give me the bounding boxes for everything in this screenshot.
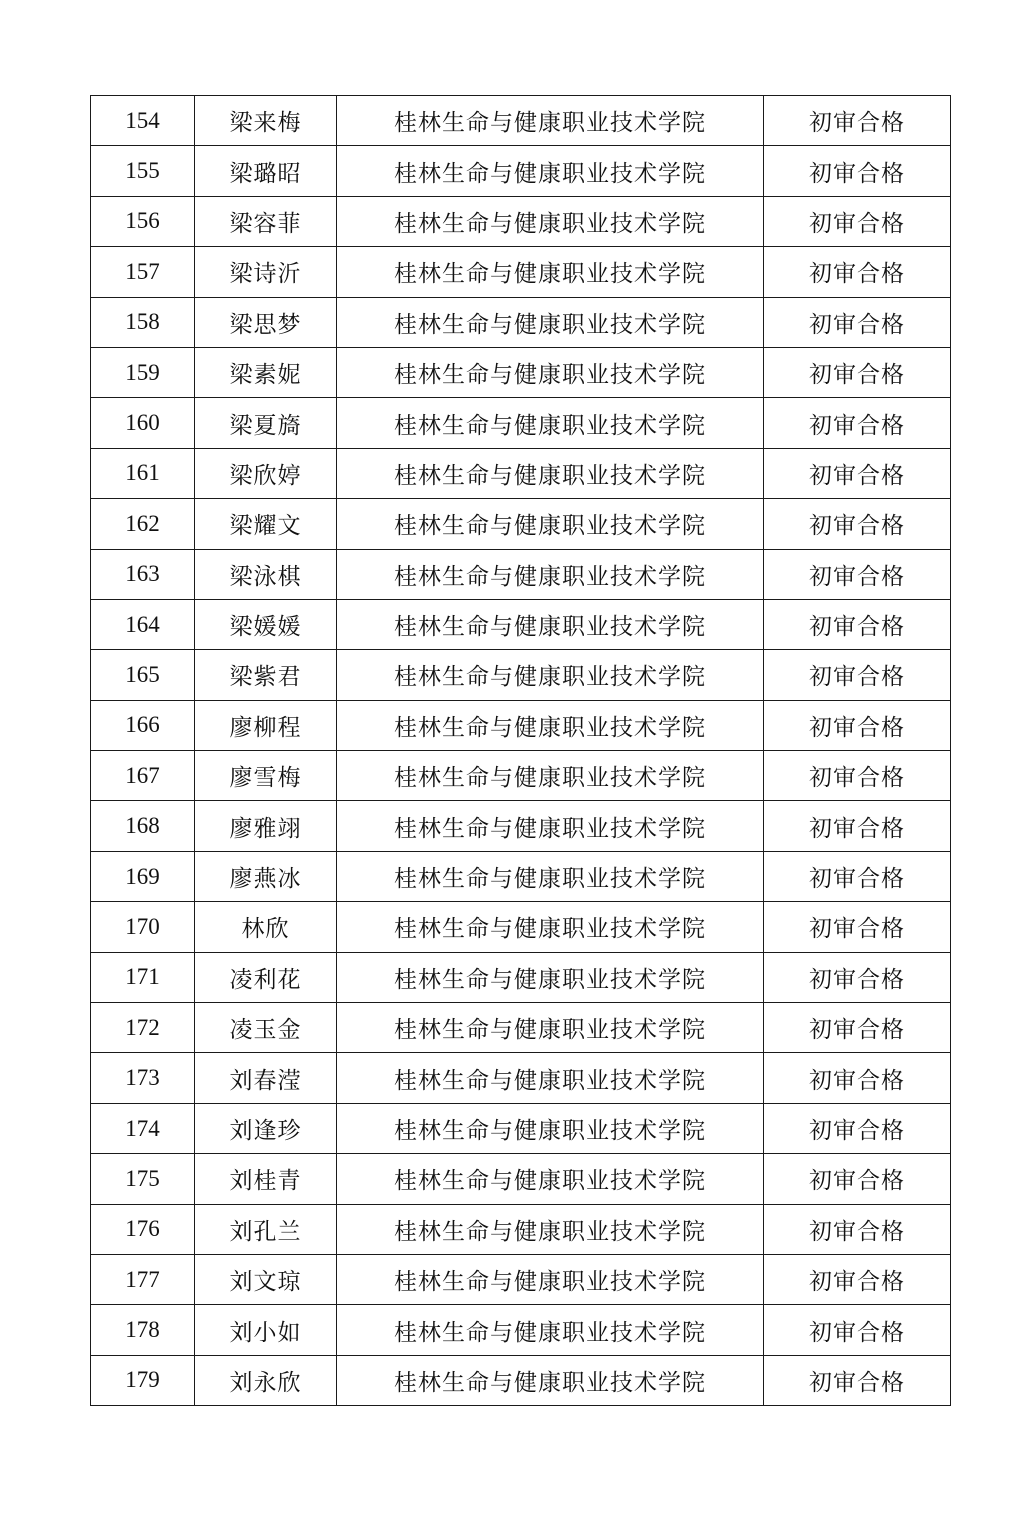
table-row — [91, 851, 951, 901]
cell-number: 157 — [91, 247, 195, 297]
cell-status: 初审合格 — [764, 146, 951, 196]
cell-school: 桂林生命与健康职业技术学院 — [337, 599, 764, 649]
cell-number: 166 — [91, 700, 195, 750]
cell-status: 初审合格 — [764, 1254, 951, 1304]
table-row — [91, 1053, 951, 1103]
cell-school: 桂林生命与健康职业技术学院 — [337, 1305, 764, 1355]
cell-number: 171 — [91, 952, 195, 1002]
table-row — [91, 96, 951, 146]
cell-number: 168 — [91, 801, 195, 851]
cell-school: 桂林生命与健康职业技术学院 — [337, 1003, 764, 1053]
table-body — [91, 96, 951, 1406]
cell-school: 桂林生命与健康职业技术学院 — [337, 1154, 764, 1204]
cell-number: 158 — [91, 297, 195, 347]
cell-status: 初审合格 — [764, 247, 951, 297]
cell-number: 163 — [91, 549, 195, 599]
table-row — [91, 801, 951, 851]
cell-status: 初审合格 — [764, 952, 951, 1002]
cell-school: 桂林生命与健康职业技术学院 — [337, 549, 764, 599]
cell-school: 桂林生命与健康职业技术学院 — [337, 650, 764, 700]
cell-number: 164 — [91, 599, 195, 649]
cell-name: 梁泳棋 — [195, 549, 337, 599]
cell-name: 梁诗沂 — [195, 247, 337, 297]
cell-status: 初审合格 — [764, 297, 951, 347]
cell-name: 凌利花 — [195, 952, 337, 1002]
cell-name: 梁耀文 — [195, 499, 337, 549]
cell-status: 初审合格 — [764, 1103, 951, 1153]
cell-status: 初审合格 — [764, 196, 951, 246]
cell-school: 桂林生命与健康职业技术学院 — [337, 1355, 764, 1405]
table-row — [91, 448, 951, 498]
cell-school: 桂林生命与健康职业技术学院 — [337, 196, 764, 246]
table-row — [91, 549, 951, 599]
cell-status: 初审合格 — [764, 1305, 951, 1355]
cell-status: 初审合格 — [764, 1154, 951, 1204]
cell-status: 初审合格 — [764, 851, 951, 901]
cell-number: 161 — [91, 448, 195, 498]
cell-school: 桂林生命与健康职业技术学院 — [337, 801, 764, 851]
cell-number: 162 — [91, 499, 195, 549]
cell-name: 刘逢珍 — [195, 1103, 337, 1153]
cell-number: 167 — [91, 751, 195, 801]
cell-name: 梁媛媛 — [195, 599, 337, 649]
cell-number: 160 — [91, 398, 195, 448]
cell-status: 初审合格 — [764, 96, 951, 146]
candidate-table — [90, 95, 951, 1406]
cell-name: 梁璐昭 — [195, 146, 337, 196]
cell-number: 178 — [91, 1305, 195, 1355]
cell-school: 桂林生命与健康职业技术学院 — [337, 499, 764, 549]
cell-name: 梁欣婷 — [195, 448, 337, 498]
table-row — [91, 1305, 951, 1355]
cell-status: 初审合格 — [764, 801, 951, 851]
cell-status: 初审合格 — [764, 1053, 951, 1103]
cell-school: 桂林生命与健康职业技术学院 — [337, 297, 764, 347]
cell-name: 梁来梅 — [195, 96, 337, 146]
cell-number: 165 — [91, 650, 195, 700]
cell-status: 初审合格 — [764, 549, 951, 599]
cell-number: 170 — [91, 902, 195, 952]
table-row — [91, 398, 951, 448]
cell-name: 刘小如 — [195, 1305, 337, 1355]
cell-status: 初审合格 — [764, 398, 951, 448]
cell-school: 桂林生命与健康职业技术学院 — [337, 851, 764, 901]
cell-status: 初审合格 — [764, 1204, 951, 1254]
cell-status: 初审合格 — [764, 599, 951, 649]
cell-name: 梁思梦 — [195, 297, 337, 347]
table-row — [91, 1103, 951, 1153]
table-row — [91, 1154, 951, 1204]
cell-number: 179 — [91, 1355, 195, 1405]
table-row — [91, 297, 951, 347]
cell-number: 176 — [91, 1204, 195, 1254]
cell-name: 梁夏旖 — [195, 398, 337, 448]
cell-name: 廖雪梅 — [195, 751, 337, 801]
table-row — [91, 247, 951, 297]
cell-name: 刘永欣 — [195, 1355, 337, 1405]
table-row — [91, 700, 951, 750]
cell-school: 桂林生命与健康职业技术学院 — [337, 247, 764, 297]
cell-status: 初审合格 — [764, 700, 951, 750]
cell-school: 桂林生命与健康职业技术学院 — [337, 448, 764, 498]
cell-name: 梁紫君 — [195, 650, 337, 700]
cell-school: 桂林生命与健康职业技术学院 — [337, 700, 764, 750]
table-row — [91, 599, 951, 649]
cell-number: 175 — [91, 1154, 195, 1204]
table-row — [91, 499, 951, 549]
cell-school: 桂林生命与健康职业技术学院 — [337, 1053, 764, 1103]
cell-number: 156 — [91, 196, 195, 246]
table-row — [91, 1204, 951, 1254]
table-row — [91, 1355, 951, 1405]
cell-school: 桂林生命与健康职业技术学院 — [337, 952, 764, 1002]
cell-number: 155 — [91, 146, 195, 196]
table-row — [91, 650, 951, 700]
cell-status: 初审合格 — [764, 448, 951, 498]
cell-status: 初审合格 — [764, 902, 951, 952]
cell-name: 廖燕冰 — [195, 851, 337, 901]
cell-name: 廖柳程 — [195, 700, 337, 750]
table-row — [91, 1003, 951, 1053]
cell-school: 桂林生命与健康职业技术学院 — [337, 398, 764, 448]
cell-school: 桂林生命与健康职业技术学院 — [337, 96, 764, 146]
cell-name: 梁素妮 — [195, 347, 337, 397]
cell-status: 初审合格 — [764, 1355, 951, 1405]
cell-school: 桂林生命与健康职业技术学院 — [337, 1254, 764, 1304]
cell-status: 初审合格 — [764, 751, 951, 801]
cell-number: 172 — [91, 1003, 195, 1053]
cell-number: 169 — [91, 851, 195, 901]
table-row — [91, 347, 951, 397]
cell-name: 刘文琼 — [195, 1254, 337, 1304]
table-row — [91, 902, 951, 952]
cell-name: 刘桂青 — [195, 1154, 337, 1204]
cell-name: 梁容菲 — [195, 196, 337, 246]
cell-school: 桂林生命与健康职业技术学院 — [337, 902, 764, 952]
cell-school: 桂林生命与健康职业技术学院 — [337, 1204, 764, 1254]
cell-name: 凌玉金 — [195, 1003, 337, 1053]
table-row — [91, 1254, 951, 1304]
cell-status: 初审合格 — [764, 347, 951, 397]
cell-number: 154 — [91, 96, 195, 146]
cell-school: 桂林生命与健康职业技术学院 — [337, 751, 764, 801]
cell-number: 174 — [91, 1103, 195, 1153]
cell-status: 初审合格 — [764, 1003, 951, 1053]
cell-status: 初审合格 — [764, 650, 951, 700]
cell-name: 廖雅翊 — [195, 801, 337, 851]
cell-number: 173 — [91, 1053, 195, 1103]
table-row — [91, 751, 951, 801]
cell-name: 刘孔兰 — [195, 1204, 337, 1254]
cell-school: 桂林生命与健康职业技术学院 — [337, 1103, 764, 1153]
cell-number: 177 — [91, 1254, 195, 1304]
table-row — [91, 952, 951, 1002]
cell-name: 林欣 — [195, 902, 337, 952]
cell-number: 159 — [91, 347, 195, 397]
cell-school: 桂林生命与健康职业技术学院 — [337, 146, 764, 196]
cell-name: 刘春滢 — [195, 1053, 337, 1103]
table-row — [91, 196, 951, 246]
cell-school: 桂林生命与健康职业技术学院 — [337, 347, 764, 397]
table-row — [91, 146, 951, 196]
cell-status: 初审合格 — [764, 499, 951, 549]
